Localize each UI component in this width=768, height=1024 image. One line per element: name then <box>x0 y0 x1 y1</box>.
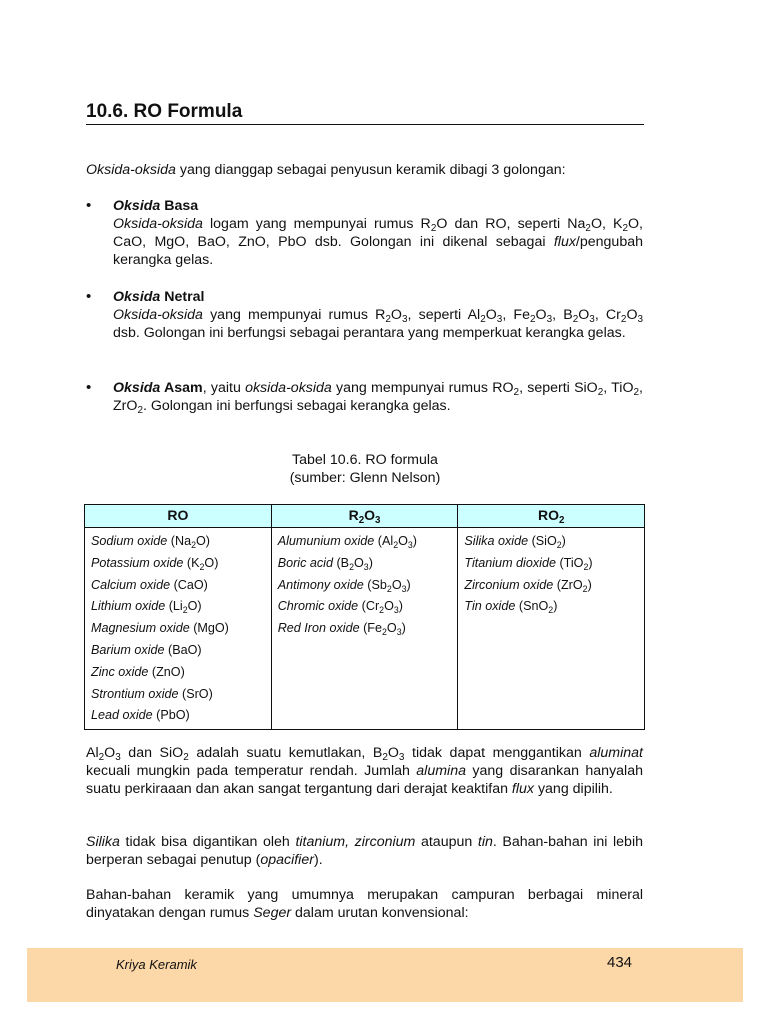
table-caption-source: (sumber: Glenn Nelson) <box>289 470 441 486</box>
table-cell-entry: Tin oxide (SnO$_2$) <box>464 599 558 616</box>
table-col-ro2 <box>458 528 645 730</box>
paragraph-seger: Bahan-bahan keramik yang umumnya merupakan campuran berbagai mineral dinyatakan dengan rumus Seger dalam urutan konvensional: <box>86 887 643 921</box>
bullet-body-netral: Oksida-oksida yang mempunyai rumus $R_2O_3$, seperti $Al_2O_3$, $Fe_2O_3$, $B_2O_3$, $Cr_2O_3$ dsb. Golongan ini berfungsi sebagai perantara yang memperkuat kerangka gelas. <box>113 307 644 341</box>
table-caption-title: Tabel 10.6. RO formula <box>292 452 438 468</box>
table-cell-entry: Barium oxide (BaO) <box>91 642 202 657</box>
intro-text: yang dianggap sebagai penyusun keramik dibagi 3 golongan: <box>175 162 566 178</box>
intro-paragraph <box>86 161 646 179</box>
table-cell-entry: Zinc oxide (ZnO) <box>91 664 185 679</box>
table-cell-entry: Lithium oxide $(Li_2O)$ <box>91 599 202 616</box>
table-cell-entry: Magnesium oxide (MgO) <box>91 621 229 636</box>
footer-page-number: 434 <box>607 954 633 971</box>
bullet-heading-netral: Oksida Netral <box>113 289 205 305</box>
table-cell-entry: Red Iron oxide $(Fe_2O_3)$ <box>277 621 406 638</box>
table-cell-entry: Sodium oxide $(Na_2O)$ <box>91 534 211 550</box>
bullet-marker: • <box>86 379 92 396</box>
intro-italic: Oksida-oksida <box>86 162 176 178</box>
table-header-ro2: $RO_2$ <box>458 505 645 528</box>
bullet-heading-basa: Oksida Basa <box>113 198 199 214</box>
paragraph-alumina: $Al_2O_3$ dan SiO$_2$ adalah suatu kemutlakan, $B_2O_3$ tidak dapat menggantikan aluminat kecuali mungkin pada temperatur rendah. Jumlah alumina yang disarankan hanyalah suatu perkiraaan dan akan sangat tergantung dari derajat keaktifan flux yang dipilih. <box>86 745 643 797</box>
table-cell-entry: Antimony oxide $(Sb_2O_3)$ <box>277 577 411 594</box>
table-cell-entry: Silika oxide (SiO$_2$) <box>464 534 566 550</box>
table-header-r2o3: $R_2O_3$ <box>271 505 458 528</box>
table-cell-entry: Boric acid $(B_2O_3)$ <box>277 555 373 572</box>
table-cell-entry: Zirconium oxide (ZrO$_2$) <box>464 577 592 594</box>
table-col-r2o3 <box>271 528 458 730</box>
bullet-body-asam: Oksida Asam, yaitu oksida-oksida yang mempunyai rumus $RO_2$, seperti SiO$_2$, TiO$_2$, ZrO$_2$. Golongan ini berfungsi sebagai kerangka gelas. <box>113 380 643 416</box>
table-cell-entry: Lead oxide (PbO) <box>91 708 190 723</box>
title-underline <box>86 124 644 125</box>
table-cell-entry: Calcium oxide (CaO) <box>91 577 208 592</box>
table-header-ro: RO <box>85 505 272 528</box>
bullet-marker: • <box>86 197 92 214</box>
paragraph-silika: Silika tidak bisa digantikan oleh titanium, zirconium ataupun tin. Bahan-bahan ini lebih berperan sebagai penutup (opacifier). <box>86 834 643 868</box>
footer-book-title: Kriya Keramik <box>116 957 197 972</box>
table-col-ro <box>85 528 272 730</box>
table-cell-entry: Titanium dioxide (TiO$_2$) <box>464 555 593 572</box>
table-cell-entry: Strontium oxide (SrO) <box>91 686 213 701</box>
bullet-body-basa: Oksida-oksida logam yang mempunyai rumus $R_2O$ dan RO, seperti $Na_2O$, $K_2O$, CaO, MgO, BaO, ZnO, PbO dsb. Golongan ini dikenal sebagai flux/pengubah kerangka gelas. <box>113 216 643 268</box>
table-cell-entry: Chromic oxide $(Cr_2O_3)$ <box>277 599 403 616</box>
ro-formula-table <box>84 504 645 730</box>
bullet-marker: • <box>86 288 92 305</box>
table-cell-entry: Potassium oxide $(K_2O)$ <box>91 555 219 572</box>
page-footer <box>27 948 743 1002</box>
section-title: 10.6. RO Formula <box>86 101 243 122</box>
table-cell-entry: Alumunium oxide $(Al_2O_3)$ <box>277 534 417 550</box>
